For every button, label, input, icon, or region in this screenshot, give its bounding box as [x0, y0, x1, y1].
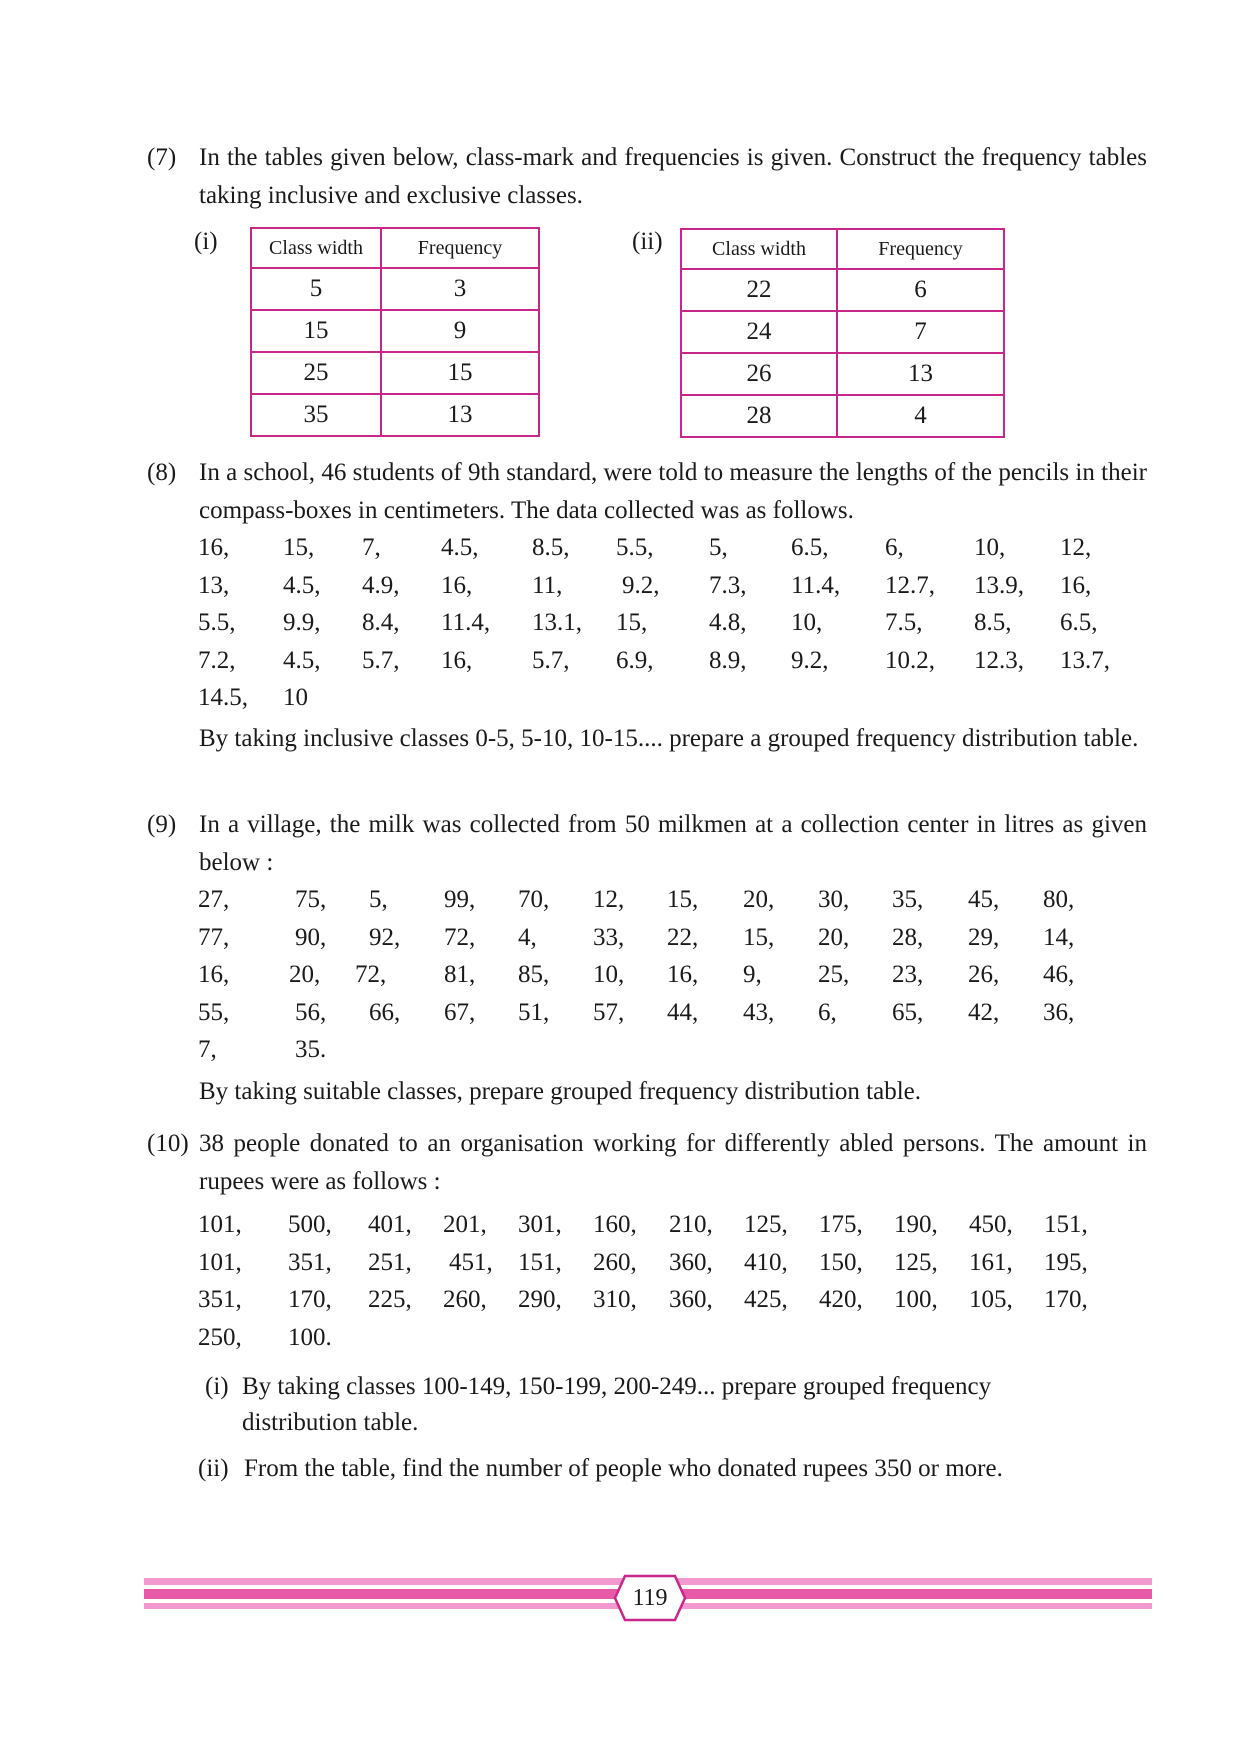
- data-value: 10.2,: [885, 646, 935, 674]
- data-value: 101,: [198, 1248, 242, 1276]
- data-value: 450,: [969, 1211, 1013, 1238]
- data-value: 195,: [1044, 1248, 1088, 1276]
- table-cell: 4: [837, 395, 1004, 437]
- part-label: (ii): [198, 1455, 229, 1482]
- question-text: In a school, 46 students of 9th standard, were told to measure the lengths of the pencils in their compass-boxes in centimeters. The data collected was as follows.: [199, 459, 1147, 524]
- data-value: 8.5,: [532, 534, 570, 561]
- instruction-text: By taking suitable classes, prepare grouped frequency distribution table.: [199, 1078, 922, 1105]
- data-value: 66,: [369, 998, 401, 1026]
- question-10-part-ii: [198, 1451, 1148, 1487]
- data-value: 36,: [1043, 998, 1075, 1026]
- data-value: 360,: [669, 1248, 713, 1276]
- data-value: 7,: [198, 1036, 217, 1063]
- data-value: 8.5,: [974, 609, 1012, 636]
- part-label: (i): [205, 1373, 229, 1400]
- data-value: 70,: [518, 886, 550, 913]
- table-row: [681, 353, 1004, 395]
- data-value: 225,: [368, 1286, 412, 1313]
- data-value: 16,: [441, 646, 473, 674]
- data-value: 13,: [198, 571, 230, 599]
- table-cell: 22: [681, 269, 837, 311]
- question-number: (8): [147, 459, 177, 486]
- data-value: 420,: [819, 1286, 863, 1313]
- data-value: 42,: [968, 998, 1000, 1026]
- table-cell: 13: [381, 394, 539, 436]
- data-value: 13.7,: [1060, 646, 1110, 674]
- question-text: In a village, the milk was collected from 50 milkmen at a collection center in litres as given below :: [199, 811, 1147, 876]
- question-8: [147, 454, 1147, 530]
- data-value: 20,: [743, 886, 775, 913]
- data-value: 500,: [288, 1211, 332, 1238]
- data-value: 4.8,: [709, 609, 747, 636]
- data-value: 25,: [818, 961, 850, 988]
- table-row: [251, 394, 539, 436]
- data-value: 301,: [518, 1211, 562, 1238]
- data-value: 35,: [892, 886, 924, 913]
- data-value: 35.: [295, 1036, 327, 1063]
- data-value: 190,: [894, 1211, 938, 1238]
- data-value: 7,: [362, 534, 381, 561]
- data-value: 4.5,: [283, 646, 321, 674]
- data-value: 175,: [819, 1211, 863, 1238]
- data-value: 9.2,: [622, 571, 660, 599]
- data-value: 101,: [198, 1211, 242, 1238]
- data-value: 77,: [198, 923, 230, 951]
- table-row: [681, 269, 1004, 311]
- data-value: 5.7,: [532, 646, 570, 674]
- data-value: 16,: [667, 961, 699, 988]
- data-value: 45,: [968, 886, 1000, 913]
- data-value: 65,: [892, 998, 924, 1026]
- data-value: 161,: [969, 1248, 1013, 1276]
- data-value: 410,: [744, 1248, 788, 1276]
- data-value: 12,: [1060, 534, 1092, 561]
- table-cell: 3: [381, 268, 539, 310]
- data-value: 72,: [355, 961, 387, 988]
- data-value: 20,: [818, 923, 850, 951]
- data-value: 81,: [444, 961, 476, 988]
- data-value: 351,: [198, 1286, 242, 1313]
- question-text: In the tables given below, class-mark and frequencies is given. Construct the frequency tables taking inclusive and exclusive classes.: [199, 144, 1147, 209]
- table-row: [251, 268, 539, 310]
- data-value: 92,: [369, 923, 401, 951]
- data-value: 8.4,: [362, 609, 400, 636]
- data-value: 260,: [593, 1248, 637, 1276]
- data-value: 30,: [818, 886, 850, 913]
- data-value: 12.3,: [974, 646, 1024, 674]
- data-value: 170,: [1044, 1286, 1088, 1313]
- question-7: [147, 139, 1147, 215]
- data-value: 51,: [518, 998, 550, 1026]
- data-value: 150,: [819, 1248, 863, 1276]
- data-value: 5.5,: [616, 534, 654, 561]
- data-value: 9,: [743, 961, 762, 988]
- question-9: [147, 806, 1147, 882]
- data-value: 43,: [743, 998, 775, 1026]
- data-value: 100.: [288, 1323, 332, 1351]
- data-value: 80,: [1043, 886, 1075, 913]
- table-cell: 25: [251, 352, 381, 394]
- table-cell: 7: [837, 311, 1004, 353]
- data-value: 125,: [744, 1211, 788, 1238]
- table-header: Class width: [251, 228, 381, 268]
- table-header: Class width: [681, 229, 837, 269]
- table-cell: 9: [381, 310, 539, 352]
- data-value: 20,: [289, 961, 321, 988]
- data-value: 151,: [1044, 1211, 1088, 1238]
- data-value: 99,: [444, 886, 476, 913]
- table-cell: 24: [681, 311, 837, 353]
- table-label: (ii): [632, 228, 663, 255]
- question-8-instruction: [147, 720, 1147, 758]
- data-value: 15,: [616, 609, 648, 636]
- table-row: [251, 310, 539, 352]
- data-value: 105,: [969, 1286, 1013, 1313]
- data-value: 55,: [198, 998, 230, 1026]
- data-value: 72,: [444, 923, 476, 951]
- question-number: (10): [147, 1130, 189, 1157]
- question-10: [147, 1125, 1147, 1201]
- data-value: 10,: [791, 609, 823, 636]
- table-cell: 35: [251, 394, 381, 436]
- data-value: 11.4,: [791, 571, 841, 599]
- data-value: 170,: [288, 1286, 332, 1313]
- part-text: By taking classes 100-149, 150-199, 200-249... prepare grouped frequency distribution table.: [242, 1373, 992, 1436]
- data-value: 6,: [818, 998, 837, 1026]
- data-value: 23,: [892, 961, 924, 988]
- table-cell: 6: [837, 269, 1004, 311]
- data-value: 11,: [532, 571, 563, 599]
- data-value: 451,: [449, 1248, 493, 1276]
- question-number: (7): [147, 144, 177, 171]
- data-value: 4.5,: [441, 534, 479, 561]
- table-header: Frequency: [381, 228, 539, 268]
- data-value: 5,: [369, 886, 388, 913]
- data-value: 26,: [968, 961, 1000, 988]
- data-value: 250,: [198, 1323, 242, 1351]
- data-value: 5.5,: [198, 609, 236, 636]
- data-value: 7.2,: [198, 646, 236, 674]
- data-value: 57,: [593, 998, 625, 1026]
- data-value: 160,: [593, 1211, 637, 1238]
- data-value: 4.9,: [362, 571, 400, 599]
- data-value: 75,: [295, 886, 327, 913]
- data-value: 9.9,: [283, 609, 321, 636]
- table-header: Frequency: [837, 229, 1004, 269]
- data-value: 360,: [669, 1286, 713, 1313]
- data-value: 125,: [894, 1248, 938, 1276]
- data-value: 4.5,: [283, 571, 321, 599]
- data-value: 12,: [593, 886, 625, 913]
- data-value: 15,: [667, 886, 699, 913]
- frequency-table-ii: [680, 228, 1005, 438]
- question-9-instruction: [147, 1073, 1147, 1111]
- data-value: 9.2,: [791, 646, 829, 674]
- data-value: 46,: [1043, 961, 1075, 988]
- data-value: 67,: [444, 998, 476, 1026]
- data-value: 4,: [518, 923, 537, 951]
- data-value: 6.9,: [616, 646, 654, 674]
- data-value: 13.1,: [532, 609, 582, 636]
- instruction-text: By taking inclusive classes 0-5, 5-10, 10-15.... prepare a grouped frequency distribution table.: [199, 725, 1139, 752]
- page-number: 119: [632, 1585, 668, 1611]
- data-value: 33,: [593, 923, 625, 951]
- data-value: 290,: [518, 1286, 562, 1313]
- data-value: 44,: [667, 998, 699, 1026]
- data-value: 5.7,: [362, 646, 400, 674]
- data-value: 16,: [441, 571, 473, 599]
- table-row: [681, 395, 1004, 437]
- question-number: (9): [147, 811, 177, 838]
- data-value: 251,: [368, 1248, 412, 1276]
- data-value: 22,: [667, 923, 699, 951]
- part-text: From the table, find the number of people who donated rupees 350 or more.: [244, 1455, 1003, 1482]
- data-value: 29,: [968, 923, 1000, 951]
- table-cell: 13: [837, 353, 1004, 395]
- data-value: 16,: [1060, 571, 1092, 599]
- question-text: 38 people donated to an organisation working for differently abled persons. The amount in rupees were as follows :: [199, 1130, 1147, 1195]
- data-value: 100,: [894, 1286, 938, 1313]
- data-value: 7.3,: [709, 571, 747, 599]
- question-10-part-i: [205, 1369, 1085, 1441]
- data-value: 15,: [283, 534, 315, 561]
- frequency-table-i: [250, 227, 540, 437]
- data-value: 201,: [443, 1211, 487, 1238]
- data-value: 6.5,: [1060, 609, 1098, 636]
- data-value: 90,: [295, 923, 327, 951]
- table-cell: 26: [681, 353, 837, 395]
- data-value: 10,: [974, 534, 1006, 561]
- data-value: 14,: [1043, 923, 1075, 951]
- table-cell: 5: [251, 268, 381, 310]
- data-value: 13.9,: [974, 571, 1024, 599]
- data-value: 16,: [198, 961, 230, 988]
- data-value: 260,: [443, 1286, 487, 1313]
- data-value: 6,: [885, 534, 904, 561]
- data-value: 11.4,: [441, 609, 491, 636]
- table-row: [681, 311, 1004, 353]
- data-value: 210,: [669, 1211, 713, 1238]
- table-cell: 15: [381, 352, 539, 394]
- data-value: 401,: [368, 1211, 412, 1238]
- data-value: 10: [283, 684, 308, 711]
- data-value: 16,: [198, 534, 230, 561]
- data-value: 151,: [518, 1248, 562, 1276]
- data-value: 351,: [288, 1248, 332, 1276]
- data-value: 7.5,: [885, 609, 923, 636]
- data-value: 28,: [892, 923, 924, 951]
- data-value: 14.5,: [198, 684, 248, 711]
- table-cell: 15: [251, 310, 381, 352]
- data-value: 425,: [744, 1286, 788, 1313]
- table-row: [251, 352, 539, 394]
- data-value: 27,: [198, 886, 230, 913]
- data-value: 12.7,: [885, 571, 935, 599]
- data-value: 6.5,: [791, 534, 829, 561]
- table-cell: 28: [681, 395, 837, 437]
- table-label: (i): [194, 228, 218, 255]
- data-value: 8.9,: [709, 646, 747, 674]
- data-value: 10,: [593, 961, 625, 988]
- data-value: 56,: [295, 998, 327, 1026]
- data-value: 15,: [743, 923, 775, 951]
- data-value: 5,: [709, 534, 728, 561]
- data-value: 85,: [518, 961, 550, 988]
- data-value: 310,: [593, 1286, 637, 1313]
